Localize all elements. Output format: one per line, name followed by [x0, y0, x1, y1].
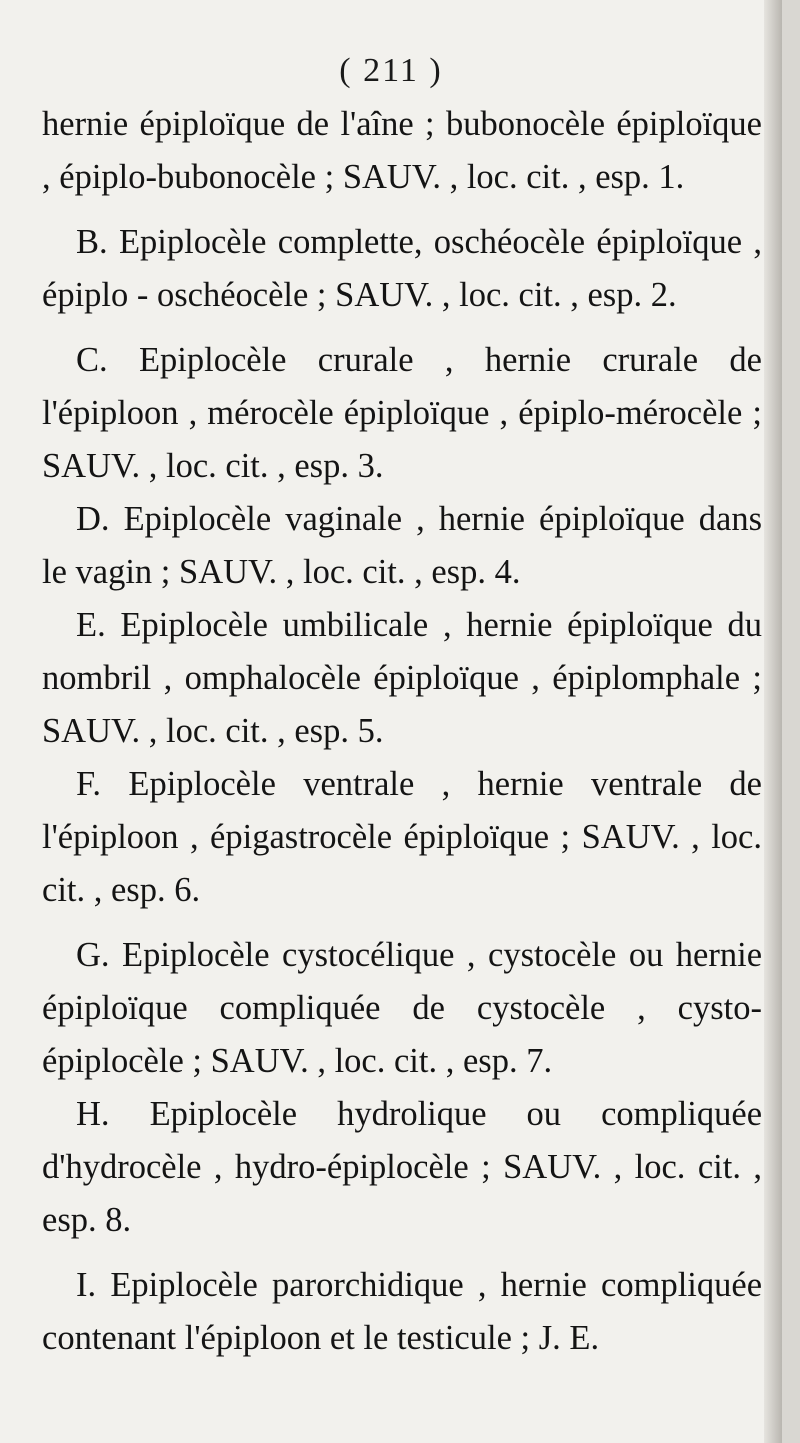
paragraph-h	[42, 1088, 762, 1247]
paragraph-letter: F.	[76, 765, 102, 803]
page-number: ( 211 )	[339, 52, 443, 89]
paragraph-text: Epiplocèle ventrale , hernie ventrale de l'épiploon , épigastrocèle épiploïque ; SAUV. , loc. cit. , esp. 6.	[42, 765, 762, 909]
paragraph-c	[42, 334, 762, 493]
paragraph-text: Epiplocèle hydrolique ou compliquée d'hydrocèle , hydro-épiplocèle ; SAUV. , loc. cit. , esp. 8.	[42, 1095, 763, 1239]
paragraph-continuation	[42, 98, 762, 204]
paragraph-g	[42, 929, 762, 1088]
paragraph-letter: C.	[76, 341, 108, 379]
paragraph-f	[42, 758, 762, 917]
paragraph-e	[42, 599, 762, 758]
paragraph-text: Epiplocèle complette, oschéocèle épiploïque , épiplo - oschéocèle ; SAUV. , loc. cit. , esp. 2.	[42, 223, 762, 314]
paragraph-i	[42, 1259, 762, 1365]
paragraph-text: Epiplocèle crurale , hernie crurale de l'épiploon , mérocèle épiploïque , épiplo-mérocèle ; SAUV. , loc. cit. , esp. 3.	[42, 341, 762, 485]
paragraph-letter: H.	[76, 1095, 110, 1133]
paragraph-text: Epiplocèle cystocélique , cystocèle ou hernie épiploïque compliquée de cystocèle , cysto-épiplocèle ; SAUV. , loc. cit. , esp. 7.	[42, 936, 763, 1080]
page-edge-shadow	[764, 0, 782, 1443]
paragraph-text: Epiplocèle vaginale , hernie épiploïque dans le vagin ; SAUV. , loc. cit. , esp. 4.	[42, 500, 762, 591]
paragraph-text: Epiplocèle parorchidique , hernie compliquée contenant l'épiploon et le testicule ; J. E.	[42, 1266, 763, 1357]
paragraph-letter: I.	[76, 1266, 97, 1304]
paragraph-letter: D.	[76, 500, 110, 538]
paragraph-b	[42, 216, 762, 322]
paragraph-text: Epiplocèle umbilicale , hernie épiploïque du nombril , omphalocèle épiploïque , épiplomphale ; SAUV. , loc. cit. , esp. 5.	[42, 606, 762, 750]
paragraph-letter: G.	[76, 936, 110, 974]
body-text	[42, 98, 762, 1365]
paragraph-letter: B.	[76, 223, 108, 261]
paragraph-d	[42, 493, 762, 599]
paragraph-letter: E.	[76, 606, 106, 644]
paragraph-text: hernie épiploïque de l'aîne ; bubonocèle épiploïque , épiplo-bubonocèle ; SAUV. , loc. cit. , esp. 1.	[42, 105, 762, 196]
